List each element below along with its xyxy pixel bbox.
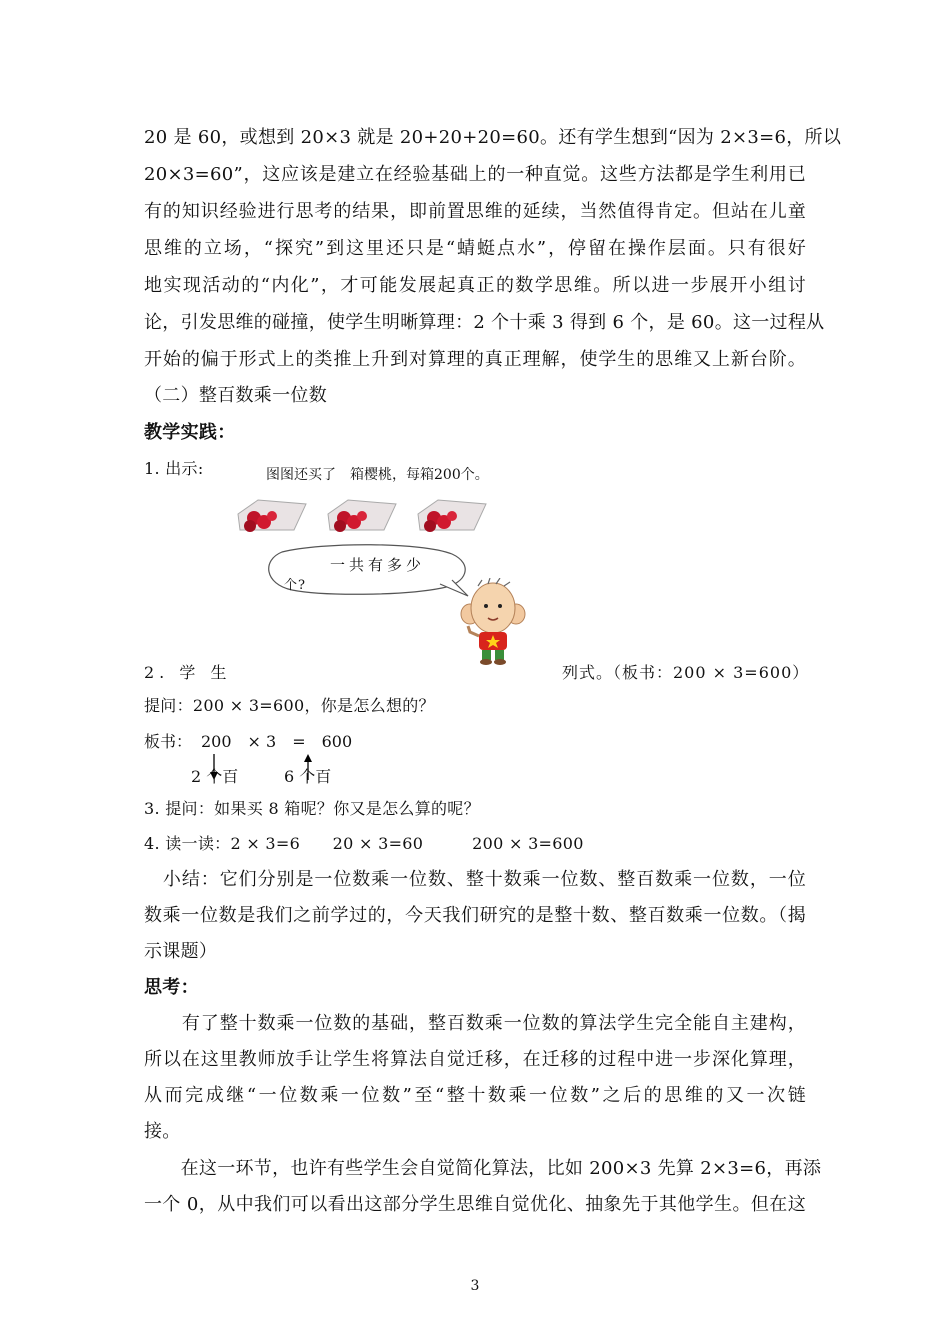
think-para2-line-2: 一个 0，从中我们可以看出这部分学生思维自觉优化、抽象先于其他学生。但在这 <box>144 1194 806 1215</box>
practice-heading: 教学实践： <box>144 422 236 443</box>
think-para1-line-3: 从而完成继“一位数乘一位数”至“整十数乘一位数”之后的思维的又一次链 <box>144 1085 806 1106</box>
item-4: 4. 读一读：2 × 3=6 20 × 3=60 200 × 3=600 <box>144 834 584 853</box>
summary-line-1: 小结：它们分别是一位数乘一位数、整十数乘一位数、整百数乘一位数，一位 <box>144 869 806 890</box>
think-para1-line-2: 所以在这里教师放手让学生将算法自觉迁移，在迁移的过程中进一步深化算理， <box>144 1049 806 1070</box>
item1-label: 1. 出示: <box>144 459 204 478</box>
board-expression: 200 × 3 = 600 <box>201 732 353 751</box>
section-heading: （二）整百数乘一位数 <box>144 385 327 406</box>
board-label: 板书： <box>144 732 193 751</box>
summary-line-3: 示课题） <box>144 941 218 962</box>
board-sub-right: 6 个百 <box>284 767 332 786</box>
illustration-caption: 图图还买了 箱樱桃，每箱200个。 <box>266 467 489 483</box>
cherry-boxes <box>236 496 496 544</box>
think-heading: 思考： <box>144 977 199 998</box>
para1-line-7: 开始的偏于形式上的类推上升到对算理的真正理解，使学生的思维又上新台阶。 <box>144 349 806 370</box>
para1-line-5: 地实现活动的“内化”，才可能发展起真正的数学思维。所以进一步展开小组讨 <box>144 275 806 296</box>
para1-line-4: 思维的立场，“探究”到这里还只是“蜻蜓点水”，停留在操作层面。只有很好 <box>144 238 806 259</box>
question-1: 提问：200 × 3=600，你是怎么想的？ <box>144 696 435 715</box>
item2-left: 2. 学 生 <box>144 663 232 682</box>
cherry-box-1 <box>238 500 306 532</box>
para1-line-1: 20 是 60，或想到 20×3 就是 20+20+20=60。还有学生想到“因为 2×3=6，所以 <box>144 127 842 148</box>
bubble-line-1: 一共有多少 <box>330 556 426 574</box>
bubble-line-2: 个? <box>284 578 306 593</box>
cherry-box-3 <box>418 500 486 532</box>
summary-line-2: 数乘一位数是我们之前学过的，今天我们研究的是整十数、整百数乘一位数。（揭 <box>144 905 806 926</box>
para1-line-3: 有的知识经验进行思考的结果，即前置思维的延续，当然值得肯定。但站在儿童 <box>144 201 806 222</box>
cartoon-boy-icon <box>458 578 528 666</box>
para1-line-2: 20×3=60”，这应该是建立在经验基础上的一种直觉。这些方法都是学生利用已 <box>144 164 806 185</box>
board-sub-left: 2 个百 <box>191 767 239 786</box>
page-number: 3 <box>470 1278 480 1294</box>
think-para1-line-1: 有了整十数乘一位数的基础，整百数乘一位数的算法学生完全能自主建构， <box>144 1013 806 1034</box>
think-para2-line-1: 在这一环节，也许有些学生会自觉简化算法，比如 200×3 先算 2×3=6，再添 <box>144 1158 822 1179</box>
cherry-box-2 <box>328 500 396 532</box>
think-para1-line-4: 接。 <box>144 1121 181 1142</box>
item2-right: 列式。（板书：200 × 3=600） <box>562 663 810 682</box>
para1-line-6: 论，引发思维的碰撞，使学生明晰算理：2 个十乘 3 得到 6 个，是 60。这一过程从 <box>144 312 825 333</box>
item-3: 3. 提问：如果买 8 箱呢？你又是怎么算的呢？ <box>144 799 480 818</box>
